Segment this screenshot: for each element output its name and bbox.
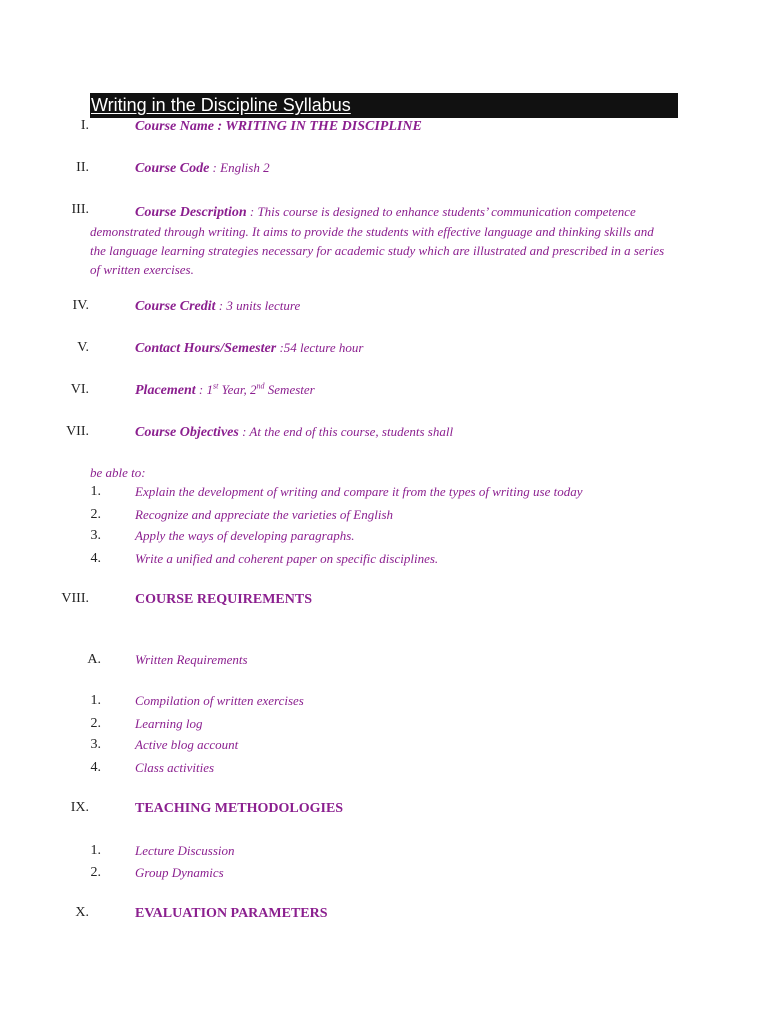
course-objectives-value: : At the end of this course, students shall: [238, 424, 454, 439]
list-number: 2.: [90, 507, 101, 522]
objective-item: Recognize and appreciate the varieties of English: [135, 507, 394, 522]
section-numeral: II.: [76, 160, 89, 175]
list-number: 1.: [90, 693, 101, 708]
section-numeral: V.: [77, 340, 89, 355]
objective-item: Write a unified and coherent paper on specific disciplines.: [135, 551, 439, 566]
course-credit: [135, 298, 300, 315]
course-code: [135, 160, 270, 177]
document-title: Writing in the Discipline Syllabus: [90, 93, 678, 118]
requirement-item: Learning log: [135, 716, 203, 731]
evaluation-parameters: [135, 905, 328, 922]
course-description-label: Course Description: [135, 205, 247, 220]
course-credit-label: Course Credit: [135, 299, 216, 314]
contact-hours: [135, 340, 363, 357]
section-numeral: VII.: [66, 424, 89, 439]
methodology-item: Group Dynamics: [135, 865, 224, 880]
course-requirements-label: COURSE REQUIREMENTS: [135, 592, 312, 607]
course-objectives-label: Course Objectives: [135, 425, 239, 440]
written-requirements-label: Written Requirements: [135, 652, 248, 667]
section-numeral: VI.: [70, 382, 89, 397]
placement-value-prefix: : 1: [195, 382, 213, 397]
objective-item: Apply the ways of developing paragraphs.: [135, 528, 355, 543]
course-requirements: [135, 591, 312, 608]
course-name: [135, 118, 422, 135]
contact-hours-label: Contact Hours/Semester: [135, 341, 277, 356]
section-numeral: IX.: [70, 800, 89, 815]
list-number: 1.: [90, 484, 101, 499]
course-code-value: : English 2: [209, 160, 270, 175]
course-name-label: Course Name : WRITING IN THE DISCIPLINE: [135, 119, 422, 134]
list-number: 2.: [90, 716, 101, 731]
sub-letter: A.: [87, 652, 101, 667]
placement-label: Placement: [135, 383, 196, 398]
teaching-methodologies: [135, 800, 343, 817]
placement-value-suffix: Semester: [264, 382, 315, 397]
course-objectives: [135, 424, 453, 441]
teaching-methodologies-label: TEACHING METHODOLOGIES: [135, 801, 344, 816]
section-numeral: VIII.: [61, 591, 89, 606]
course-credit-value: : 3 units lecture: [215, 298, 301, 313]
placement-value-mid: Year, 2: [218, 382, 257, 397]
placement-sup-2: nd: [256, 381, 265, 391]
contact-hours-value: :54 lecture hour: [276, 340, 364, 355]
section-numeral: III.: [71, 202, 89, 217]
course-description-value: : This course is designed to enhance students’ communication competence demonstrated through writing. It aims to provide the students with effective language and thinking skills and the language learning strategies necessary for academic study which are illustrated and prescribed in a series of written exercises.: [90, 204, 665, 277]
placement-sup-1: st: [213, 381, 219, 391]
section-numeral: IV.: [72, 298, 89, 313]
course-code-label: Course Code: [135, 161, 210, 176]
course-objectives-continuation: be able to:: [90, 465, 146, 480]
requirement-item: Compilation of written exercises: [135, 693, 304, 708]
list-number: 1.: [90, 843, 101, 858]
methodology-item: Lecture Discussion: [135, 843, 235, 858]
list-number: 3.: [90, 737, 101, 752]
placement: [135, 382, 315, 399]
list-number: 2.: [90, 865, 101, 880]
evaluation-parameters-label: EVALUATION PARAMETERS: [135, 906, 328, 921]
requirement-item: Active blog account: [135, 737, 239, 752]
list-number: 4.: [90, 760, 101, 775]
section-numeral: I.: [80, 118, 89, 133]
list-number: 3.: [90, 528, 101, 543]
section-numeral: X.: [75, 905, 89, 920]
objective-item: Explain the development of writing and compare it from the types of writing use today: [135, 484, 583, 499]
course-description: [90, 202, 670, 279]
requirement-item: Class activities: [135, 760, 215, 775]
list-number: 4.: [90, 551, 101, 566]
